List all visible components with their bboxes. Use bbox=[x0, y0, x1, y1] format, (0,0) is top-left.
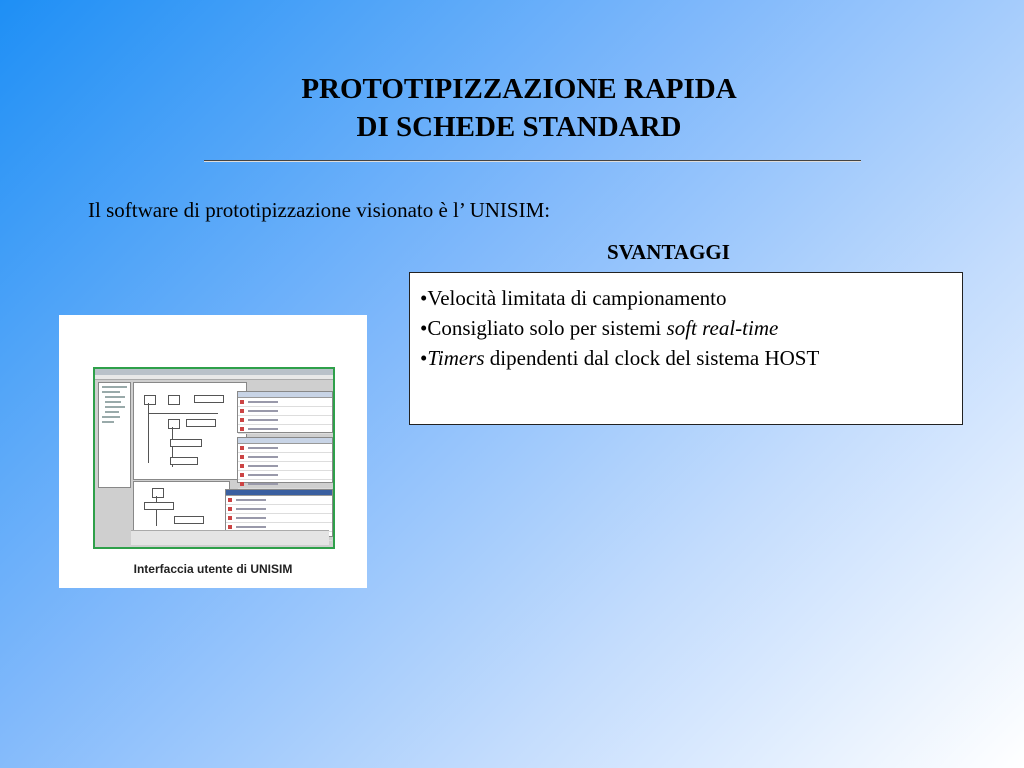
project-tree-panel bbox=[98, 382, 131, 488]
disadvantage-item: •Velocità limitata di campionamento bbox=[420, 286, 727, 310]
intro-text: Il software di prototipizzazione visionato è l’ UNISIM: bbox=[88, 198, 551, 222]
title-line-1: PROTOTIPIZZAZIONE RAPIDA bbox=[301, 73, 737, 105]
unisim-screenshot-figure bbox=[59, 315, 367, 588]
disadvantages-box bbox=[409, 272, 963, 425]
unisim-screenshot bbox=[93, 367, 335, 549]
disadvantage-item: •Timers dipendenti dal clock del sistema HOST bbox=[420, 346, 820, 370]
svantaggi-heading: SVANTAGGI bbox=[607, 240, 730, 264]
variables-table-1 bbox=[237, 391, 333, 433]
grafcet-diagram-panel bbox=[133, 382, 247, 480]
title-divider bbox=[204, 160, 861, 162]
window-menubar bbox=[95, 375, 333, 380]
figure-caption: Interfaccia utente di UNISIM bbox=[133, 562, 293, 576]
window-statusbar bbox=[131, 530, 329, 545]
disadvantage-item: •Consigliato solo per sistemi soft real-time bbox=[420, 316, 779, 340]
slide-title bbox=[204, 70, 834, 146]
title-line-2: DI SCHEDE STANDARD bbox=[356, 111, 682, 143]
variables-table-2 bbox=[237, 437, 333, 483]
